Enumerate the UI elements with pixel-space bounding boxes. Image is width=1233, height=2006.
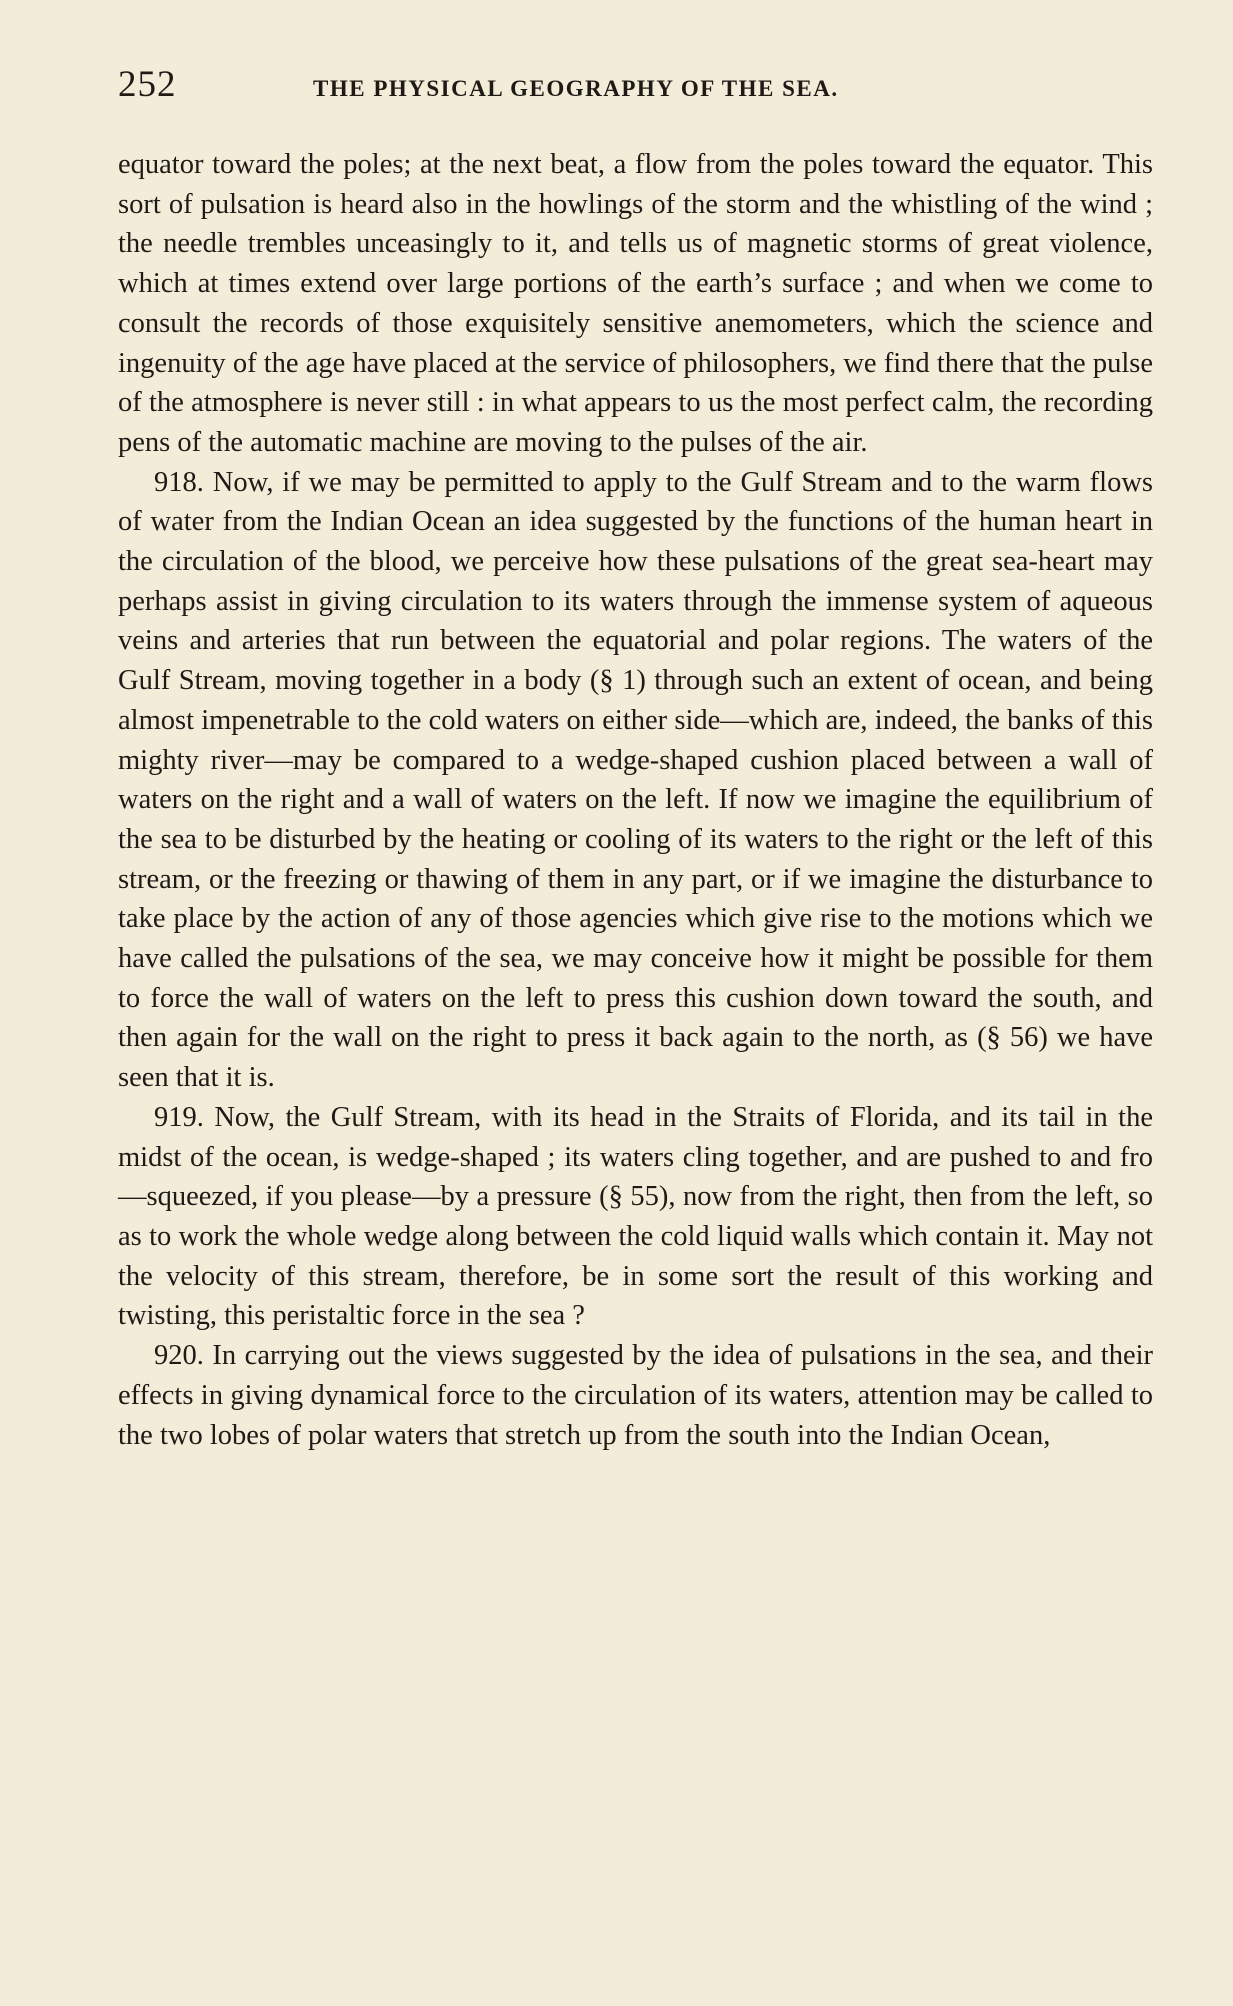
paragraph-920 xyxy=(118,1336,1153,1455)
paragraph-number: 920. xyxy=(154,1340,204,1372)
body-text xyxy=(118,145,1153,1455)
paragraph-number: 919. xyxy=(154,1101,204,1133)
paragraph-text: Now, if we may be permitted to apply to the Gulf Stream and to the warm flows of water from the Indian Ocean an idea suggested by the functions of the human heart in the circulation of the blood, we perceive how these pulsations of the great sea-heart may perhaps assist in giving circulation to its waters through the immense system of aqueous veins and arteries that run between the equatorial and polar regions. The waters of the Gulf Stream, moving together in a body (§ 1) through such an extent of ocean, and being almost impenetrable to the cold waters on either side—which are, indeed, the banks of this mighty river—may be compared to a wedge-shaped cushion placed between a wall of waters on the right and a wall of waters on the left. If now we imagine the equilibrium of the sea to be disturbed by the heating or cooling of its waters to the right or the left of this stream, or the freezing or thawing of them in any part, or if we imagine the disturbance to take place by the action of any of those agencies which give rise to the motions which we have called the pulsations of the sea, we may conceive how it might be possible for them to force the wall of waters on the left to press this cushion down toward the south, and then again for the wall on the right to press it back again to the north, as (§ 56) we have seen that it is. xyxy=(118,466,1153,1094)
paragraph-text: Now, the Gulf Stream, with its head in the Straits of Florida, and its tail in the midst of the ocean, is wedge-shaped ; its waters cling together, and are pushed to and fro—squeezed, if you please—by a pressure (§ 55), now from the right, then from the left, so as to work the whole wedge along between the cold liquid walls which contain it. May not the velocity of this stream, therefore, be in some sort the result of this working and twisting, this peristaltic force in the sea ? xyxy=(118,1101,1153,1332)
paragraph-number: 918. xyxy=(154,466,204,498)
paragraph-text: equator toward the poles; at the next beat, a flow from the poles toward the equator. This sort of pulsation is heard also in the howlings of the storm and the whistling of the wind ; the needle trembles unceasingly to it, and tells us of magnetic storms of great violence, which at times extend over large portions of the earth’s surface ; and when we come to consult the records of those exquisitely sensitive anemometers, which the science and ingenuity of the age have placed at the service of philosophers, we find there that the pulse of the atmosphere is never still : in what appears to us the most perfect calm, the recording pens of the automatic machine are moving to the pulses of the air. xyxy=(118,149,1153,458)
paragraph-919 xyxy=(118,1098,1153,1336)
paragraph-continued xyxy=(118,145,1153,463)
paragraph-918 xyxy=(118,463,1153,1098)
paragraph-text: In carrying out the views suggested by the idea of pulsations in the sea, and their effects in giving dynamical force to the circulation of its waters, attention may be called to the two lobes of polar waters that stretch up from the south into the Indian Ocean, xyxy=(118,1340,1154,1451)
page-number: 252 xyxy=(118,64,177,105)
page-header xyxy=(118,62,1153,108)
running-head: THE PHYSICAL GEOGRAPHY OF THE SEA. xyxy=(313,76,839,101)
